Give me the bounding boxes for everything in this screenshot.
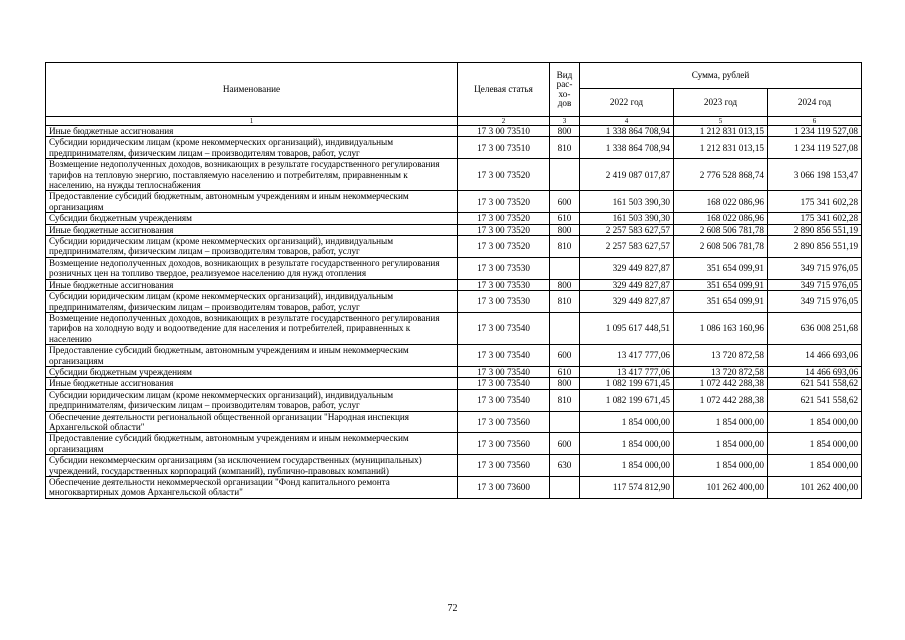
row-code: 17 3 00 73520 bbox=[458, 224, 550, 235]
row-expense-type bbox=[550, 257, 580, 279]
row-amount-2023: 101 262 400,00 bbox=[674, 477, 768, 499]
header-year-2024: 2024 год bbox=[768, 89, 862, 117]
row-name: Субсидии некоммерческим организациям (за исключением государственных (муниципальных) учреждений, государственных корпораций (компаний), публично-правовых компаний) bbox=[46, 455, 458, 477]
row-amount-2024: 14 466 693,06 bbox=[768, 345, 862, 367]
row-amount-2023: 1 212 831 013,15 bbox=[674, 137, 768, 159]
row-amount-2022: 329 449 827,87 bbox=[580, 257, 674, 279]
header-code: Целевая статья bbox=[458, 63, 550, 117]
row-amount-2023: 2 608 506 781,78 bbox=[674, 236, 768, 258]
row-code: 17 3 00 73520 bbox=[458, 191, 550, 213]
row-expense-type: 600 bbox=[550, 345, 580, 367]
row-amount-2022: 1 854 000,00 bbox=[580, 411, 674, 433]
row-name: Субсидии юридическим лицам (кроме некоммерческих организаций), индивидуальным предпринимателям, физическим лицам – производителям товаров, работ, услуг bbox=[46, 389, 458, 411]
row-amount-2024: 2 890 856 551,19 bbox=[768, 224, 862, 235]
row-amount-2023: 351 654 099,91 bbox=[674, 257, 768, 279]
row-amount-2022: 1 082 199 671,45 bbox=[580, 378, 674, 389]
table-row bbox=[46, 159, 862, 191]
row-amount-2024: 636 008 251,68 bbox=[768, 312, 862, 344]
row-code: 17 3 00 73540 bbox=[458, 378, 550, 389]
row-name: Субсидии бюджетным учреждениям bbox=[46, 366, 458, 377]
row-amount-2024: 349 715 976,05 bbox=[768, 279, 862, 290]
table-row bbox=[46, 411, 862, 433]
row-expense-type: 810 bbox=[550, 389, 580, 411]
row-expense-type bbox=[550, 159, 580, 191]
row-amount-2023: 168 022 086,96 bbox=[674, 191, 768, 213]
row-code: 17 3 00 73540 bbox=[458, 389, 550, 411]
row-name: Возмещение недополученных доходов, возникающих в результате государственного регулирования тарифов на холодную воду и водоотведение для населения и потребителей, приравненных к населению bbox=[46, 312, 458, 344]
row-amount-2024: 1 854 000,00 bbox=[768, 411, 862, 433]
row-code: 17 3 00 73530 bbox=[458, 279, 550, 290]
row-name: Возмещение недополученных доходов, возникающих в результате государственного регулирования розничных цен на топливо твердое, реализуемое населению для нужд отопления bbox=[46, 257, 458, 279]
row-name: Возмещение недополученных доходов, возникающих в результате государственного регулирования тарифов на тепловую энергию, поставляемую населению и потребителям, приравненным к населению, на нужды теплоснабжения bbox=[46, 159, 458, 191]
row-code: 17 3 00 73530 bbox=[458, 257, 550, 279]
row-amount-2024: 1 854 000,00 bbox=[768, 433, 862, 455]
table-row bbox=[46, 137, 862, 159]
row-amount-2024: 101 262 400,00 bbox=[768, 477, 862, 499]
table-row bbox=[46, 279, 862, 290]
column-index: 5 bbox=[674, 117, 768, 126]
row-amount-2022: 13 417 777,06 bbox=[580, 366, 674, 377]
row-amount-2022: 2 257 583 627,57 bbox=[580, 236, 674, 258]
row-amount-2022: 329 449 827,87 bbox=[580, 279, 674, 290]
row-amount-2023: 168 022 086,96 bbox=[674, 213, 768, 224]
row-name: Субсидии юридическим лицам (кроме некоммерческих организаций), индивидуальным предпринимателям, физическим лицам – производителям товаров, работ, услуг bbox=[46, 236, 458, 258]
row-code: 17 3 00 73560 bbox=[458, 455, 550, 477]
row-amount-2022: 117 574 812,90 bbox=[580, 477, 674, 499]
column-index: 4 bbox=[580, 117, 674, 126]
table-row bbox=[46, 191, 862, 213]
table-row bbox=[46, 236, 862, 258]
row-expense-type: 610 bbox=[550, 366, 580, 377]
row-code: 17 3 00 73520 bbox=[458, 236, 550, 258]
row-amount-2024: 14 466 693,06 bbox=[768, 366, 862, 377]
column-index-row bbox=[46, 117, 862, 126]
header-name: Наименование bbox=[46, 63, 458, 117]
row-name: Субсидии юридическим лицам (кроме некоммерческих организаций), индивидуальным предпринимателям, физическим лицам – производителям товаров, работ, услуг bbox=[46, 137, 458, 159]
row-amount-2023: 1 854 000,00 bbox=[674, 411, 768, 433]
row-amount-2022: 161 503 390,30 bbox=[580, 191, 674, 213]
row-amount-2022: 2 257 583 627,57 bbox=[580, 224, 674, 235]
row-amount-2023: 1 854 000,00 bbox=[674, 455, 768, 477]
row-amount-2023: 1 072 442 288,38 bbox=[674, 389, 768, 411]
row-amount-2024: 1 234 119 527,08 bbox=[768, 126, 862, 137]
row-code: 17 3 00 73520 bbox=[458, 213, 550, 224]
row-amount-2023: 13 720 872,58 bbox=[674, 345, 768, 367]
row-amount-2024: 349 715 976,05 bbox=[768, 291, 862, 313]
header-row-top bbox=[46, 63, 862, 89]
row-amount-2022: 1 338 864 708,94 bbox=[580, 126, 674, 137]
row-expense-type: 800 bbox=[550, 378, 580, 389]
row-expense-type: 800 bbox=[550, 224, 580, 235]
row-expense-type: 600 bbox=[550, 191, 580, 213]
row-expense-type: 800 bbox=[550, 126, 580, 137]
table-body bbox=[46, 117, 862, 499]
row-amount-2024: 175 341 602,28 bbox=[768, 191, 862, 213]
header-year-2022: 2022 год bbox=[580, 89, 674, 117]
row-amount-2024: 3 066 198 153,47 bbox=[768, 159, 862, 191]
row-amount-2022: 1 854 000,00 bbox=[580, 455, 674, 477]
column-index: 2 bbox=[458, 117, 550, 126]
row-amount-2022: 1 854 000,00 bbox=[580, 433, 674, 455]
row-name: Иные бюджетные ассигнования bbox=[46, 279, 458, 290]
row-name: Субсидии бюджетным учреждениям bbox=[46, 213, 458, 224]
row-name: Иные бюджетные ассигнования bbox=[46, 378, 458, 389]
row-amount-2024: 621 541 558,62 bbox=[768, 389, 862, 411]
row-expense-type: 810 bbox=[550, 291, 580, 313]
row-code: 17 3 00 73520 bbox=[458, 159, 550, 191]
table-row bbox=[46, 378, 862, 389]
row-expense-type: 810 bbox=[550, 137, 580, 159]
row-name: Обеспечение деятельности региональной общественной организации "Народная инспекция Архангельской области" bbox=[46, 411, 458, 433]
row-amount-2022: 1 082 199 671,45 bbox=[580, 389, 674, 411]
column-index: 6 bbox=[768, 117, 862, 126]
row-name: Иные бюджетные ассигнования bbox=[46, 224, 458, 235]
table-row bbox=[46, 366, 862, 377]
row-amount-2023: 2 608 506 781,78 bbox=[674, 224, 768, 235]
row-amount-2024: 2 890 856 551,19 bbox=[768, 236, 862, 258]
column-index: 3 bbox=[550, 117, 580, 126]
table-row bbox=[46, 257, 862, 279]
row-amount-2024: 1 854 000,00 bbox=[768, 455, 862, 477]
column-index: 1 bbox=[46, 117, 458, 126]
row-name: Предоставление субсидий бюджетным, автономным учреждениям и иным некоммерческим организациям bbox=[46, 345, 458, 367]
row-amount-2022: 1 095 617 448,51 bbox=[580, 312, 674, 344]
row-expense-type bbox=[550, 477, 580, 499]
row-code: 17 3 00 73540 bbox=[458, 345, 550, 367]
row-expense-type bbox=[550, 411, 580, 433]
row-expense-type bbox=[550, 312, 580, 344]
row-amount-2022: 13 417 777,06 bbox=[580, 345, 674, 367]
row-code: 17 3 00 73560 bbox=[458, 411, 550, 433]
header-sum: Сумма, рублей bbox=[580, 63, 862, 89]
row-amount-2023: 1 854 000,00 bbox=[674, 433, 768, 455]
row-amount-2024: 1 234 119 527,08 bbox=[768, 137, 862, 159]
budget-table bbox=[45, 62, 862, 499]
table-row bbox=[46, 345, 862, 367]
row-amount-2024: 621 541 558,62 bbox=[768, 378, 862, 389]
row-code: 17 3 00 73540 bbox=[458, 312, 550, 344]
row-code: 17 3 00 73530 bbox=[458, 291, 550, 313]
row-amount-2024: 175 341 602,28 bbox=[768, 213, 862, 224]
row-amount-2023: 1 086 163 160,96 bbox=[674, 312, 768, 344]
row-amount-2022: 1 338 864 708,94 bbox=[580, 137, 674, 159]
row-amount-2022: 161 503 390,30 bbox=[580, 213, 674, 224]
table-row bbox=[46, 213, 862, 224]
row-amount-2023: 1 072 442 288,38 bbox=[674, 378, 768, 389]
row-amount-2023: 13 720 872,58 bbox=[674, 366, 768, 377]
row-expense-type: 800 bbox=[550, 279, 580, 290]
row-amount-2023: 351 654 099,91 bbox=[674, 291, 768, 313]
row-code: 17 3 00 73600 bbox=[458, 477, 550, 499]
row-code: 17 3 00 73510 bbox=[458, 137, 550, 159]
row-amount-2022: 2 419 087 017,87 bbox=[580, 159, 674, 191]
table-row bbox=[46, 291, 862, 313]
header-year-2023: 2023 год bbox=[674, 89, 768, 117]
row-name: Предоставление субсидий бюджетным, автономным учреждениям и иным некоммерческим организациям bbox=[46, 433, 458, 455]
row-amount-2023: 351 654 099,91 bbox=[674, 279, 768, 290]
page-number: 72 bbox=[447, 603, 458, 614]
row-code: 17 3 00 73540 bbox=[458, 366, 550, 377]
table-row bbox=[46, 389, 862, 411]
row-name: Иные бюджетные ассигнования bbox=[46, 126, 458, 137]
row-name: Предоставление субсидий бюджетным, автономным учреждениям и иным некоммерческим организациям bbox=[46, 191, 458, 213]
header-vr: Вид рас- хо- дов bbox=[550, 63, 580, 117]
table-row bbox=[46, 224, 862, 235]
row-expense-type: 810 bbox=[550, 236, 580, 258]
row-expense-type: 630 bbox=[550, 455, 580, 477]
row-expense-type: 600 bbox=[550, 433, 580, 455]
row-name: Обеспечение деятельности некоммерческой организации "Фонд капитального ремонта многоквартирных домов Архангельской области" bbox=[46, 477, 458, 499]
table-row bbox=[46, 433, 862, 455]
row-code: 17 3 00 73560 bbox=[458, 433, 550, 455]
row-name: Субсидии юридическим лицам (кроме некоммерческих организаций), индивидуальным предпринимателям, физическим лицам – производителям товаров, работ, услуг bbox=[46, 291, 458, 313]
table-row bbox=[46, 477, 862, 499]
row-amount-2023: 1 212 831 013,15 bbox=[674, 126, 768, 137]
table-row bbox=[46, 126, 862, 137]
row-amount-2023: 2 776 528 868,74 bbox=[674, 159, 768, 191]
row-expense-type: 610 bbox=[550, 213, 580, 224]
row-amount-2022: 329 449 827,87 bbox=[580, 291, 674, 313]
row-amount-2024: 349 715 976,05 bbox=[768, 257, 862, 279]
table-row bbox=[46, 312, 862, 344]
row-code: 17 3 00 73510 bbox=[458, 126, 550, 137]
table-row bbox=[46, 455, 862, 477]
